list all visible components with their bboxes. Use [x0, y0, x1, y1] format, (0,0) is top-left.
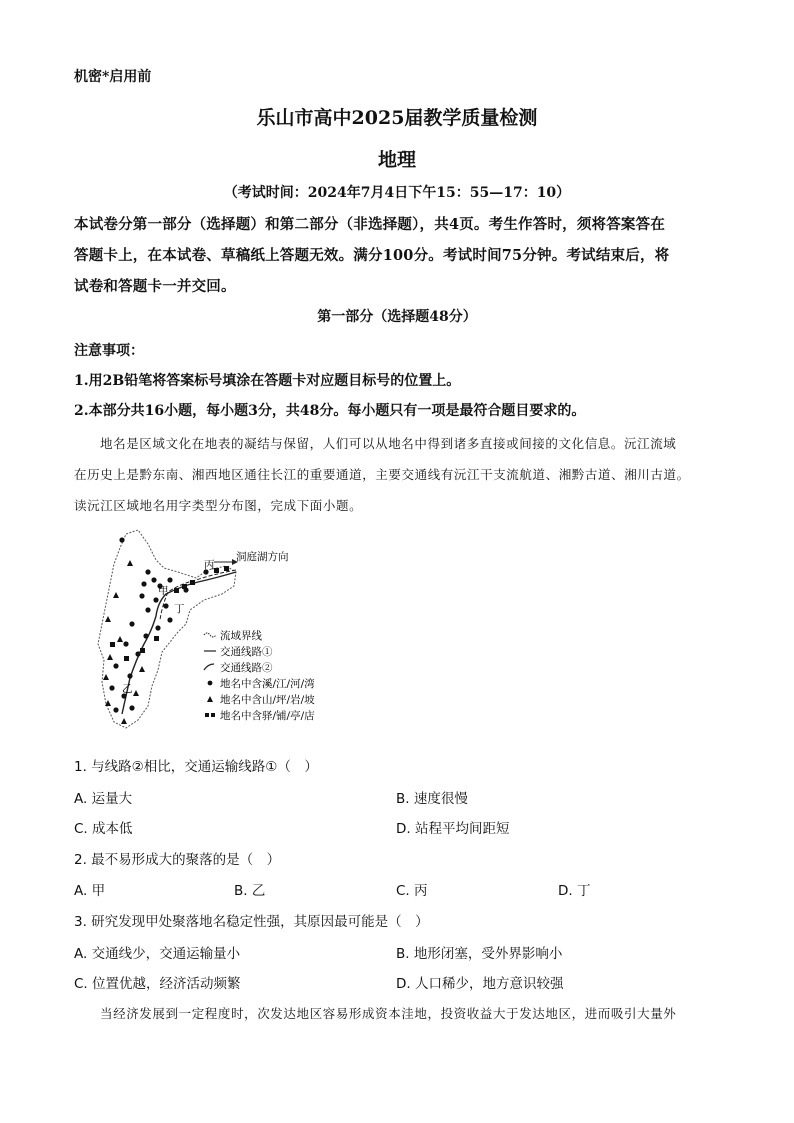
place-label-bing: 丙	[204, 559, 215, 571]
place-label-jia: 甲	[158, 585, 169, 597]
passage-line: 在历史上是黔东南、湘西地区通往长江的重要通道，主要交通线有沅江干支流航道、湘黔古道、湘川古道。	[74, 467, 690, 482]
instruction-line: 答题卡上，在本试卷、草稿纸上答题无效。满分100分。考试时间75分钟。考试结束后，将	[74, 247, 670, 264]
passage-2-line: 当经济发展到一定程度时，次发达地区容易形成资本洼地，投资收益大于发达地区，进而吸引大量外	[100, 1006, 677, 1021]
question-3-option-c[interactable]: C. 位置优越，经济活动频繁	[74, 976, 241, 992]
part-one-heading: 第一部分（选择题48分）	[317, 309, 477, 325]
subject-title: 地理	[377, 149, 416, 171]
question-2-option-b[interactable]: B. 乙	[234, 883, 266, 899]
question-2-option-d[interactable]: D. 丁	[558, 883, 591, 899]
route-2-line	[160, 570, 236, 620]
map-svg	[86, 520, 366, 742]
instruction-line: 试卷和答题卡一并交回。	[74, 278, 236, 295]
question-3-option-a[interactable]: A. 交通线少，交通运输量小	[74, 946, 241, 962]
yuanjiang-map	[86, 520, 366, 742]
svg-text:地名中含驿/铺/亭/店: 地名中含驿/铺/亭/店	[220, 710, 315, 722]
basin-boundary	[98, 530, 236, 728]
question-1-stem: 1. 与线路②相比，交通运输线路①（ ）	[74, 759, 318, 775]
question-1-option-c[interactable]: C. 成本低	[74, 821, 133, 837]
svg-text:地名中含溪/江/河/湾: 地名中含溪/江/河/湾	[220, 678, 315, 690]
svg-text:交通线路①: 交通线路①	[220, 646, 273, 658]
exam-time: （考试时间：2024年7月4日下午15：55—17：10）	[223, 185, 571, 201]
exam-title: 乐山市高中2025届教学质量检测	[256, 107, 538, 129]
question-3-stem: 3. 研究发现甲处聚落地名稳定性强，其原因最可能是（ ）	[74, 914, 429, 930]
route-1-line	[122, 572, 236, 714]
question-1-option-b[interactable]: B. 速度很慢	[396, 791, 468, 807]
triangle-markers	[103, 560, 145, 724]
question-3-option-d[interactable]: D. 人口稀少，地方意识较强	[396, 976, 564, 992]
question-1-option-a[interactable]: A. 运量大	[74, 791, 133, 807]
question-2-option-c[interactable]: C. 丙	[396, 883, 428, 899]
question-2-stem: 2. 最不易形成大的聚落的是（ ）	[74, 852, 281, 868]
map-legend	[204, 629, 315, 722]
passage-line: 读沅江区域地名用字类型分布图，完成下面小题。	[74, 498, 363, 513]
svg-text:地名中含山/坪/岩/坡: 地名中含山/坪/岩/坡	[220, 694, 315, 706]
direction-label: 洞庭湖方向	[236, 551, 289, 563]
question-2-option-a[interactable]: A. 甲	[74, 883, 106, 899]
svg-text:交通线路②: 交通线路②	[220, 662, 273, 674]
confidential-label: 机密*启用前	[74, 69, 152, 85]
instruction-line: 本试卷分第一部分（选择题）和第二部分（非选择题），共4页。考生作答时，须将答案答在	[74, 216, 666, 233]
notes-heading: 注意事项：	[74, 343, 144, 359]
note-item: 1.用2B铅笔将答案标号填涂在答题卡对应题目标号的位置上。	[74, 373, 461, 389]
passage-line: 地名是区域文化在地表的凝结与保留，人们可以从地名中得到诸多直接或间接的文化信息。沅江流域	[100, 436, 677, 451]
question-3-option-b[interactable]: B. 地形闭塞，受外界影响小	[396, 946, 563, 962]
note-item: 2.本部分共16小题，每小题3分，共48分。每小题只有一项是最符合题目要求的。	[74, 403, 586, 419]
place-label-yi: 乙	[122, 683, 133, 695]
question-1-option-d[interactable]: D. 站程平均间距短	[396, 821, 510, 837]
svg-text:流域界线: 流域界线	[220, 630, 262, 642]
place-label-ding: 丁	[174, 603, 185, 615]
